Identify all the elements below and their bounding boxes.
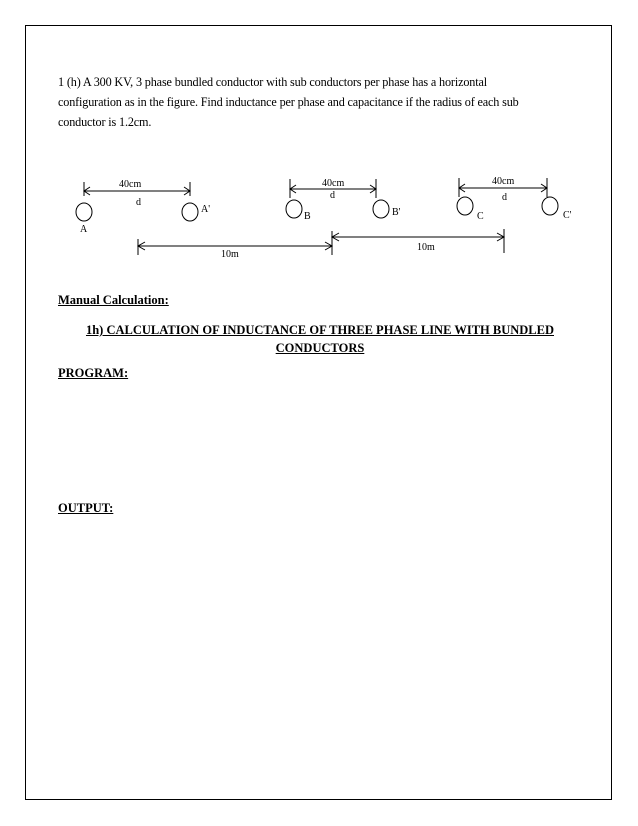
output-label: OUTPUT: bbox=[58, 501, 114, 515]
d-label-a: d bbox=[136, 197, 141, 208]
spacing-label-c: 40cm bbox=[492, 176, 515, 187]
conductor-configuration-figure bbox=[0, 160, 638, 270]
conductor-label-b-prime: B' bbox=[392, 207, 401, 218]
conductor-label-a: A bbox=[80, 224, 88, 235]
conductor-c-prime bbox=[542, 197, 558, 215]
conductor-b bbox=[286, 200, 302, 218]
manual-calculation-label: Manual Calculation: bbox=[58, 293, 169, 307]
page-border bbox=[25, 25, 612, 800]
spacing-label-b: 40cm bbox=[322, 178, 345, 189]
phase-distance-label-ab: 10m bbox=[221, 249, 239, 260]
conductor-a bbox=[76, 203, 92, 221]
program-label: PROGRAM: bbox=[58, 366, 129, 380]
section-heading bbox=[70, 321, 570, 357]
conductor-c bbox=[457, 197, 473, 215]
section-heading-line-1: 1h) CALCULATION OF INDUCTANCE OF THREE PHASE LINE WITH BUNDLED bbox=[85, 323, 554, 337]
conductor-b-prime bbox=[373, 200, 389, 218]
section-heading-line-2: CONDUCTORS bbox=[275, 341, 365, 355]
d-label-c: d bbox=[502, 192, 507, 203]
d-label-b: d bbox=[330, 190, 335, 201]
conductor-label-b: B bbox=[304, 211, 311, 222]
problem-line-2: configuration as in the figure. Find inductance per phase and capacitance if the radius of each sub bbox=[58, 95, 519, 109]
conductor-label-a-prime: A' bbox=[201, 204, 211, 215]
conductor-label-c: C bbox=[477, 211, 484, 222]
spacing-label-a: 40cm bbox=[119, 179, 142, 190]
problem-line-3: conductor is 1.2cm. bbox=[58, 115, 152, 129]
conductor-a-prime bbox=[182, 203, 198, 221]
phase-distance-label-bc: 10m bbox=[417, 242, 435, 253]
problem-statement bbox=[58, 72, 558, 132]
conductor-label-c-prime: C' bbox=[563, 210, 572, 221]
problem-line-1: 1 (h) A 300 KV, 3 phase bundled conductor with sub conductors per phase has a horizontal bbox=[58, 75, 487, 89]
